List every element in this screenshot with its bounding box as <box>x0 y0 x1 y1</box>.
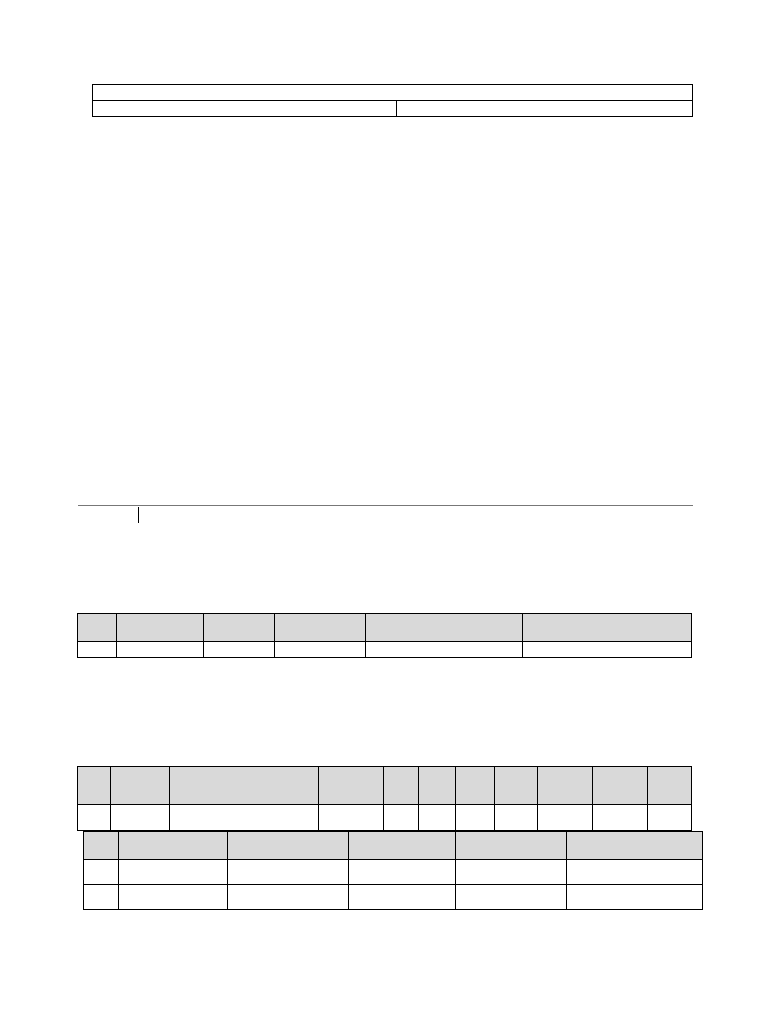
solubility-row <box>105 423 232 440</box>
col-header <box>456 767 495 805</box>
solubility-row <box>105 389 232 406</box>
section-4-heading <box>80 724 113 735</box>
list-item <box>78 273 698 290</box>
cursor-bar <box>138 507 139 523</box>
col-header <box>319 767 384 805</box>
equipment-train-table <box>77 766 692 831</box>
list-item <box>78 257 698 274</box>
col-header <box>117 614 204 642</box>
col-header <box>495 767 538 805</box>
page-separator <box>78 505 693 506</box>
col-header <box>456 832 567 860</box>
solubility-row <box>105 305 232 322</box>
table-row <box>84 885 703 910</box>
effective-date-label <box>397 101 693 117</box>
col-header <box>111 767 170 805</box>
col-header <box>349 832 456 860</box>
list-item <box>78 240 698 257</box>
col-header <box>119 832 228 860</box>
section-1-heading <box>80 134 113 145</box>
document-header-table <box>92 84 693 117</box>
col-header <box>419 767 456 805</box>
equipment-train-detail-table <box>83 831 703 910</box>
solubility-row <box>105 355 232 372</box>
col-header <box>538 767 593 805</box>
section-3-heading <box>80 596 113 607</box>
col-header <box>84 832 119 860</box>
doc-title <box>93 85 693 101</box>
solubility-table <box>105 305 232 439</box>
col-header <box>384 767 419 805</box>
col-header <box>228 832 349 860</box>
section-2-heading <box>80 438 113 449</box>
col-header <box>567 832 703 860</box>
solubility-row <box>105 322 232 339</box>
col-header <box>593 767 648 805</box>
col-header <box>78 614 117 642</box>
col-header <box>170 767 319 805</box>
list-item <box>78 207 698 224</box>
col-header <box>523 614 692 642</box>
col-header <box>366 614 523 642</box>
contains-list <box>78 207 698 290</box>
section-5-heading <box>80 929 113 940</box>
col-header <box>275 614 366 642</box>
solubility-row <box>105 406 232 423</box>
equipment-matrix-table <box>77 613 692 658</box>
table-row <box>84 860 703 885</box>
list-item <box>78 224 698 241</box>
solubility-row <box>105 372 232 389</box>
col-header <box>78 767 111 805</box>
col-header <box>204 614 275 642</box>
col-header <box>648 767 692 805</box>
doc-number-cell <box>93 101 397 117</box>
solubility-row <box>105 339 232 356</box>
